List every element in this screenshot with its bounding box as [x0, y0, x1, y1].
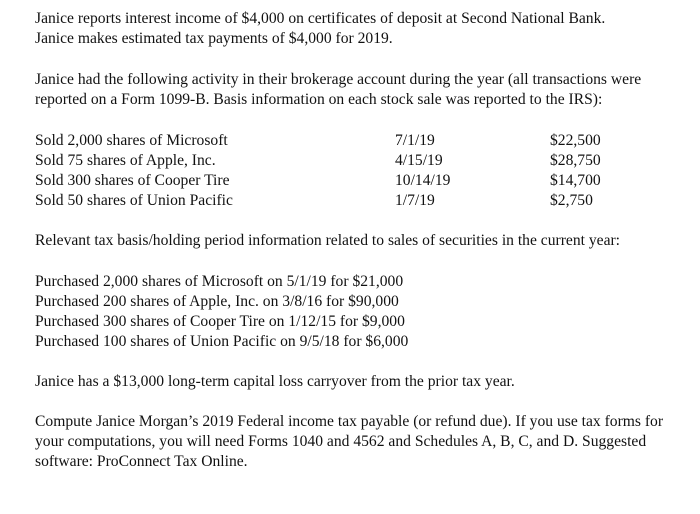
instructions-paragraph: Compute Janice Morgan’s 2019 Federal income tax payable (or refund due). If you use tax forms for your computations, you will need Forms 1040 and 4562 and Schedules A, B, C, and D. Suggested software: ProConnect Tax Online.: [35, 413, 664, 470]
sale-description: Sold 75 shares of Apple, Inc.: [35, 152, 216, 169]
sales-table: [35, 131, 695, 211]
sale-description: Sold 300 shares of Cooper Tire: [35, 172, 230, 189]
sale-date: 10/14/19: [395, 172, 451, 189]
carryover-text: Janice has a $13,000 long-term capital loss carryover from the prior tax year.: [35, 373, 515, 390]
purchase-line: Purchased 2,000 shares of Microsoft on 5/1/19 for $21,000: [35, 273, 404, 290]
purchase-line: Purchased 300 shares of Cooper Tire on 1/12/15 for $9,000: [35, 313, 405, 330]
brokerage-paragraph: Janice had the following activity in their brokerage account during the year (all transactions were reported on a Form 1099-B. Basis information on each stock sale was reported to the IRS):: [35, 71, 642, 108]
sale-row: [35, 171, 695, 191]
interest-income-text: Janice reports interest income of $4,000 on certificates of deposit at Second National Bank.: [35, 10, 606, 27]
sale-amount: $28,750: [550, 152, 601, 169]
sale-row: [35, 131, 695, 151]
purchase-line: Purchased 100 shares of Union Pacific on 9/5/18 for $6,000: [35, 333, 409, 350]
sale-row: [35, 191, 695, 211]
sale-date: 4/15/19: [395, 152, 443, 169]
sale-amount: $2,750: [550, 192, 593, 209]
sale-amount: $22,500: [550, 132, 601, 149]
purchase-line: Purchased 200 shares of Apple, Inc. on 3/8/16 for $90,000: [35, 293, 399, 310]
problem-text: [35, 9, 695, 472]
sale-amount: $14,700: [550, 172, 601, 189]
purchases-list: [35, 272, 695, 352]
sale-description: Sold 50 shares of Union Pacific: [35, 192, 233, 209]
estimated-payments-text: Janice makes estimated tax payments of $4,000 for 2019.: [35, 30, 393, 47]
sale-date: 7/1/19: [395, 132, 435, 149]
basis-paragraph: Relevant tax basis/holding period information related to sales of securities in the current year:: [35, 232, 621, 249]
sale-description: Sold 2,000 shares of Microsoft: [35, 132, 228, 149]
sale-date: 1/7/19: [395, 192, 435, 209]
sale-row: [35, 151, 695, 171]
